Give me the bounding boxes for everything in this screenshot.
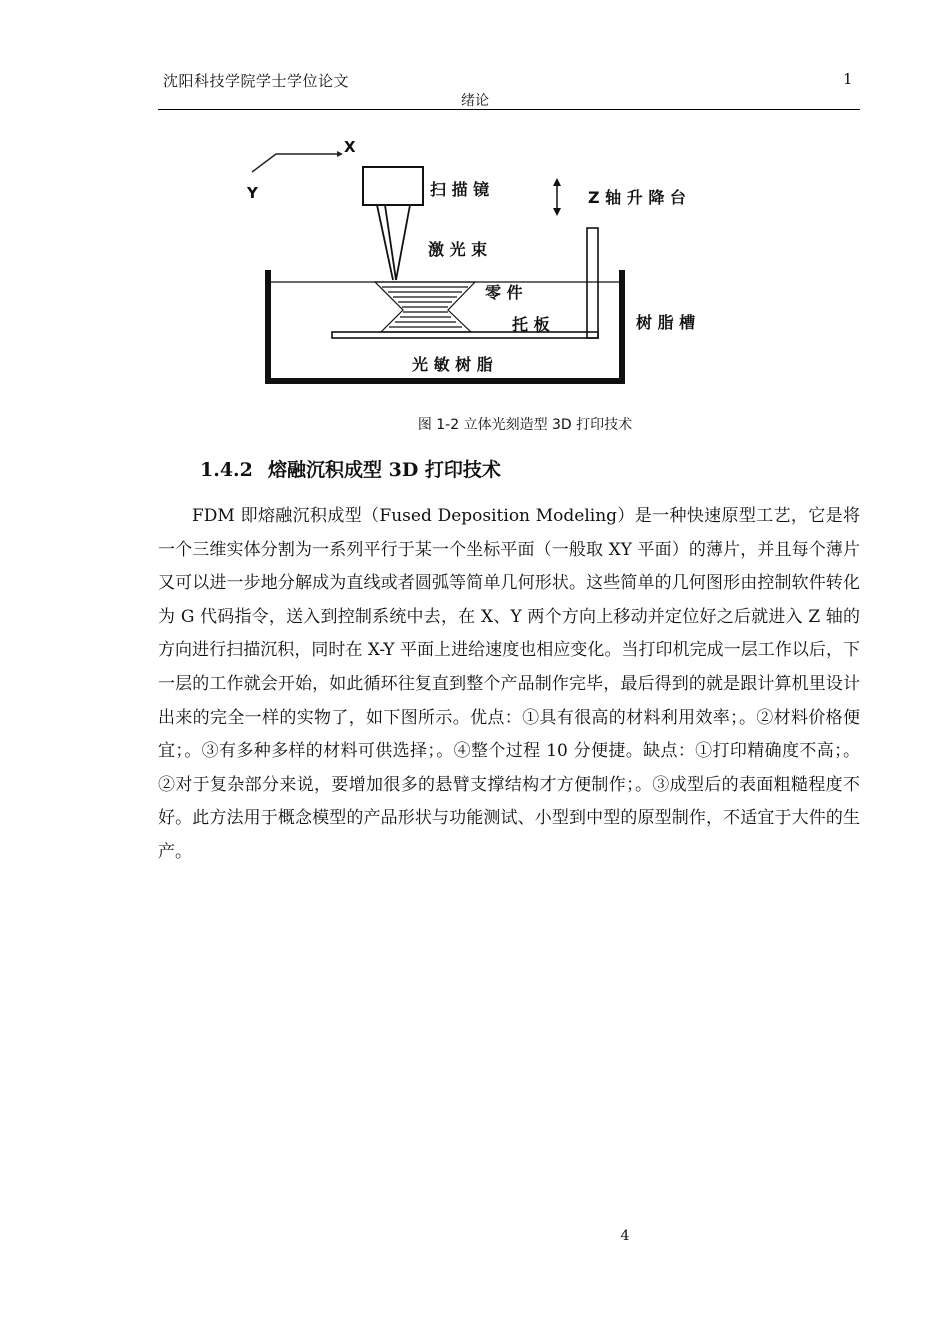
- laser-beam: [377, 205, 410, 280]
- part-label: 零 件: [485, 283, 523, 302]
- header-divider: [158, 109, 860, 110]
- scanner-label: 扫 描 镜: [430, 180, 490, 199]
- section-title: 熔融沉积成型 3D 打印技术: [268, 459, 501, 481]
- axis-indicator: [246, 138, 356, 202]
- z-stage-label: Z 轴 升 降 台: [588, 188, 686, 207]
- resin-tank-label: 树 脂 槽: [636, 313, 696, 332]
- figure-caption: 图 1-2 立体光刻造型 3D 打印技术: [417, 417, 633, 433]
- axis-y-label: Y: [247, 184, 258, 202]
- footer-page-number: 4: [620, 1228, 630, 1244]
- chapter-header: 绪论: [461, 93, 489, 109]
- sla-printer-diagram: [240, 132, 770, 394]
- scanner-box: [363, 167, 423, 205]
- header-page-number: 1: [843, 70, 853, 88]
- section-heading: [200, 455, 501, 482]
- z-axis-arrow: [553, 178, 561, 216]
- axis-x-label: X: [344, 138, 356, 156]
- body-paragraph: FDM 即熔融沉积成型（Fused Deposition Modeling）是一种快速原型工艺，它是将一个三维实体分割为一系列平行于某一个坐标平面（一般取 XY 平面）的薄片，并且每个薄片又可以进一步地分解成为直线或者圆弧等简单几何形状。这些简单的几何图形由控制软件转化为 G 代码指令，送入到控制系统中去，在 X、Y 两个方向上移动并定位好之后就进入 Z 轴的方向进行扫描沉积，同时在 X-Y 平面上进给速度也相应变化。当打印机完成一层工作以后，下一层的工作就会开始，如此循环往复直到整个产品制作完毕，最后得到的就是跟计算机里设计出来的完全一样的实物了，如下图所示。优点：①具有很高的材料利用效率；。②材料价格便宜；。③有多种多样的材料可供选择；。④整个过程 10 分便捷。缺点：①打印精确度不高；。②对于复杂部分来说，要增加很多的悬臂支撑结构才方便制作；。③成型后的表面粗糙程度不好。此方法用于概念模型的产品形状与功能测试、小型到中型的原型制作，不适宜于大件的生产。: [158, 506, 860, 862]
- printed-part: [375, 282, 475, 332]
- photo-resin-label: 光 敏 树 脂: [412, 355, 493, 374]
- thesis-title-header: 沈阳科技学院学士学位论文: [163, 72, 350, 90]
- section-number: 1.4.2: [200, 459, 253, 481]
- platform-label: 托 板: [512, 315, 550, 334]
- laser-beam-label: 激 光 束: [428, 240, 488, 259]
